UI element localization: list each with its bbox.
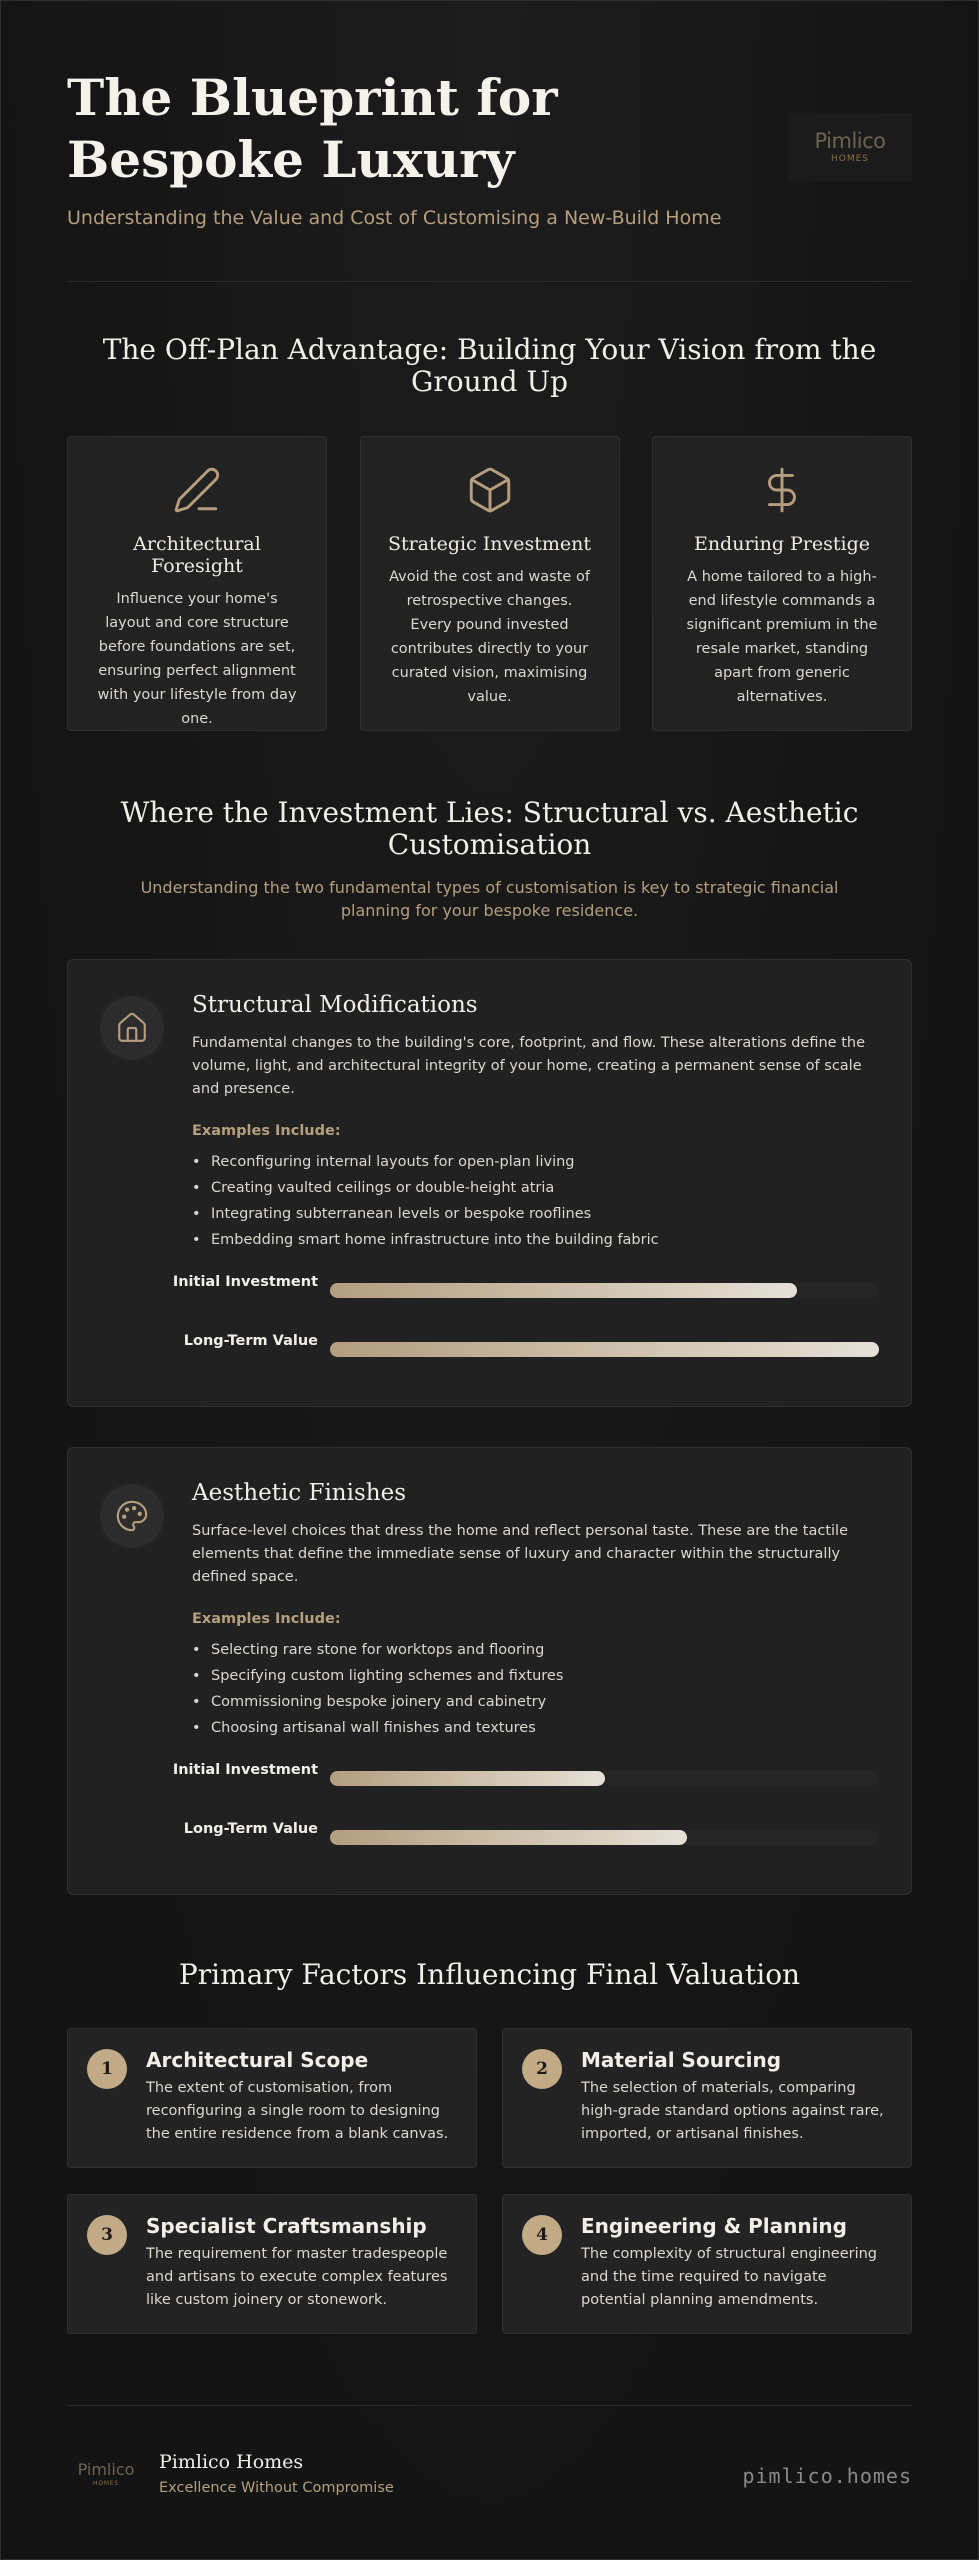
dollar-icon bbox=[757, 465, 807, 515]
list-item: • Specifying custom lighting schemes and fixtures bbox=[192, 1663, 879, 1689]
factor-text: The selection of materials, comparing high-grade standard options against rare, imported, or artisanal finishes. bbox=[581, 2080, 884, 2142]
bar-row bbox=[68, 1818, 879, 1858]
logo-subtext: HOMES bbox=[830, 154, 870, 164]
investment-title: Where the Investment Lies: Structural vs. Aesthetic Customisation bbox=[120, 796, 859, 861]
bar-label: Initial Investment bbox=[172, 1274, 318, 1290]
footer bbox=[67, 2405, 912, 2515]
advantage-cards bbox=[67, 436, 912, 731]
factor-number: 1 bbox=[87, 2049, 127, 2089]
list-item: • Creating vaulted ceilings or double-height atria bbox=[192, 1175, 879, 1201]
card-description: Surface-level choices that dress the home and reflect personal taste. These are the tactile elements that define the immediate sense of luxury and character within the structurally defined space. bbox=[192, 1523, 849, 1585]
examples-label: Examples Include: bbox=[192, 1611, 341, 1627]
factor-card bbox=[502, 2028, 912, 2168]
logo-wordmark: Pimlico bbox=[77, 2459, 135, 2479]
factor-number: 2 bbox=[522, 2049, 562, 2089]
factor-card bbox=[502, 2194, 912, 2334]
bar-track bbox=[330, 1830, 879, 1845]
list-item: • Integrating subterranean levels or bespoke rooflines bbox=[192, 1201, 879, 1227]
footer-url[interactable]: pimlico.homes bbox=[742, 2464, 912, 2488]
palette-icon bbox=[115, 1499, 149, 1533]
bar-row bbox=[68, 1759, 879, 1799]
initial-investment-bar bbox=[330, 1771, 605, 1786]
card-title: Structural Modifications bbox=[192, 992, 478, 1018]
bar-track bbox=[330, 1342, 879, 1357]
bar-label: Long-Term Value bbox=[183, 1821, 318, 1837]
box-icon bbox=[465, 465, 515, 515]
factor-text: The complexity of structural engineering and the time required to navigate potential planning amendments. bbox=[581, 2246, 877, 2308]
advantage-card bbox=[360, 436, 620, 731]
structural-card bbox=[67, 959, 912, 1407]
logo-subtext: HOMES bbox=[92, 2479, 119, 2487]
factor-title: Material Sourcing bbox=[581, 2048, 782, 2072]
advantage-card-text: Avoid the cost and waste of retrospective changes. Every pound invested contributes directly to your curated vision, maximising value. bbox=[389, 569, 590, 705]
bar-label: Long-Term Value bbox=[183, 1333, 318, 1349]
examples-list bbox=[192, 1637, 879, 1741]
card-title: Aesthetic Finishes bbox=[192, 1480, 406, 1506]
bar-row bbox=[68, 1271, 879, 1311]
page-title: The Blueprint for Bespoke Luxury bbox=[67, 68, 558, 189]
advantage-card-title: Enduring Prestige bbox=[693, 533, 871, 555]
list-item: • Selecting rare stone for worktops and flooring bbox=[192, 1637, 879, 1663]
bar-row bbox=[68, 1330, 879, 1370]
factors-grid bbox=[67, 2028, 912, 2334]
footer-logo bbox=[67, 2448, 145, 2500]
examples-label: Examples Include: bbox=[192, 1123, 341, 1139]
factors-title: Primary Factors Influencing Final Valuation bbox=[178, 1958, 801, 1991]
list-item: • Choosing artisanal wall finishes and textures bbox=[192, 1715, 879, 1741]
advantage-card-title: Architectural Foresight bbox=[133, 533, 261, 577]
footer-company-name: Pimlico Homes bbox=[159, 2451, 304, 2473]
footer-tagline: Excellence Without Compromise bbox=[159, 2480, 394, 2496]
factor-text: The requirement for master tradespeople and artisans to execute complex features like custom joinery or stonework. bbox=[146, 2246, 448, 2308]
list-item: • Commissioning bespoke joinery and cabinetry bbox=[192, 1689, 879, 1715]
home-icon bbox=[115, 1011, 149, 1045]
structural-icon-badge bbox=[100, 996, 164, 1060]
factor-title: Engineering & Planning bbox=[581, 2214, 847, 2238]
long-term-value-bar bbox=[330, 1830, 687, 1845]
factor-title: Architectural Scope bbox=[146, 2048, 369, 2072]
factor-text: The extent of customisation, from reconfiguring a single room to designing the entire residence from a blank canvas. bbox=[146, 2080, 449, 2142]
factor-card bbox=[67, 2194, 477, 2334]
advantage-card-text: Influence your home's layout and core structure before foundations are set, ensuring perfect alignment with your lifestyle from day one. bbox=[97, 591, 297, 727]
card-description: Fundamental changes to the building's core, footprint, and flow. These alterations define the volume, light, and architectural integrity of your home, creating a permanent sense of scale and presence. bbox=[192, 1035, 866, 1097]
list-item: • Embedding smart home infrastructure into the building fabric bbox=[192, 1227, 879, 1253]
advantage-title: The Off-Plan Advantage: Building Your Vision from the Ground Up bbox=[102, 333, 877, 398]
factor-title: Specialist Craftsmanship bbox=[146, 2214, 427, 2238]
advantage-card bbox=[67, 436, 327, 731]
examples-list bbox=[192, 1149, 879, 1253]
factor-card bbox=[67, 2028, 477, 2168]
advantage-card-text: A home tailored to a high-end lifestyle commands a significant premium in the resale market, standing apart from generic alternatives. bbox=[686, 569, 878, 705]
list-item: • Reconfiguring internal layouts for open-plan living bbox=[192, 1149, 879, 1175]
logo-wordmark: Pimlico bbox=[814, 129, 886, 153]
bar-track bbox=[330, 1771, 879, 1786]
aesthetic-card bbox=[67, 1447, 912, 1895]
pencil-icon bbox=[172, 465, 222, 515]
initial-investment-bar bbox=[330, 1283, 797, 1298]
header-logo bbox=[788, 113, 912, 181]
advantage-card-title: Strategic Investment bbox=[387, 533, 592, 555]
page-subtitle: Understanding the Value and Cost of Customising a New-Build Home bbox=[67, 207, 722, 229]
advantage-card bbox=[652, 436, 912, 731]
header bbox=[67, 1, 912, 282]
bar-label: Initial Investment bbox=[172, 1762, 318, 1778]
factor-number: 3 bbox=[87, 2215, 127, 2255]
factor-number: 4 bbox=[522, 2215, 562, 2255]
aesthetic-icon-badge bbox=[100, 1484, 164, 1548]
investment-subtitle: Understanding the two fundamental types of customisation is key to strategic financial planning for your bespoke residence. bbox=[140, 878, 839, 920]
bar-track bbox=[330, 1283, 879, 1298]
long-term-value-bar bbox=[330, 1342, 879, 1357]
